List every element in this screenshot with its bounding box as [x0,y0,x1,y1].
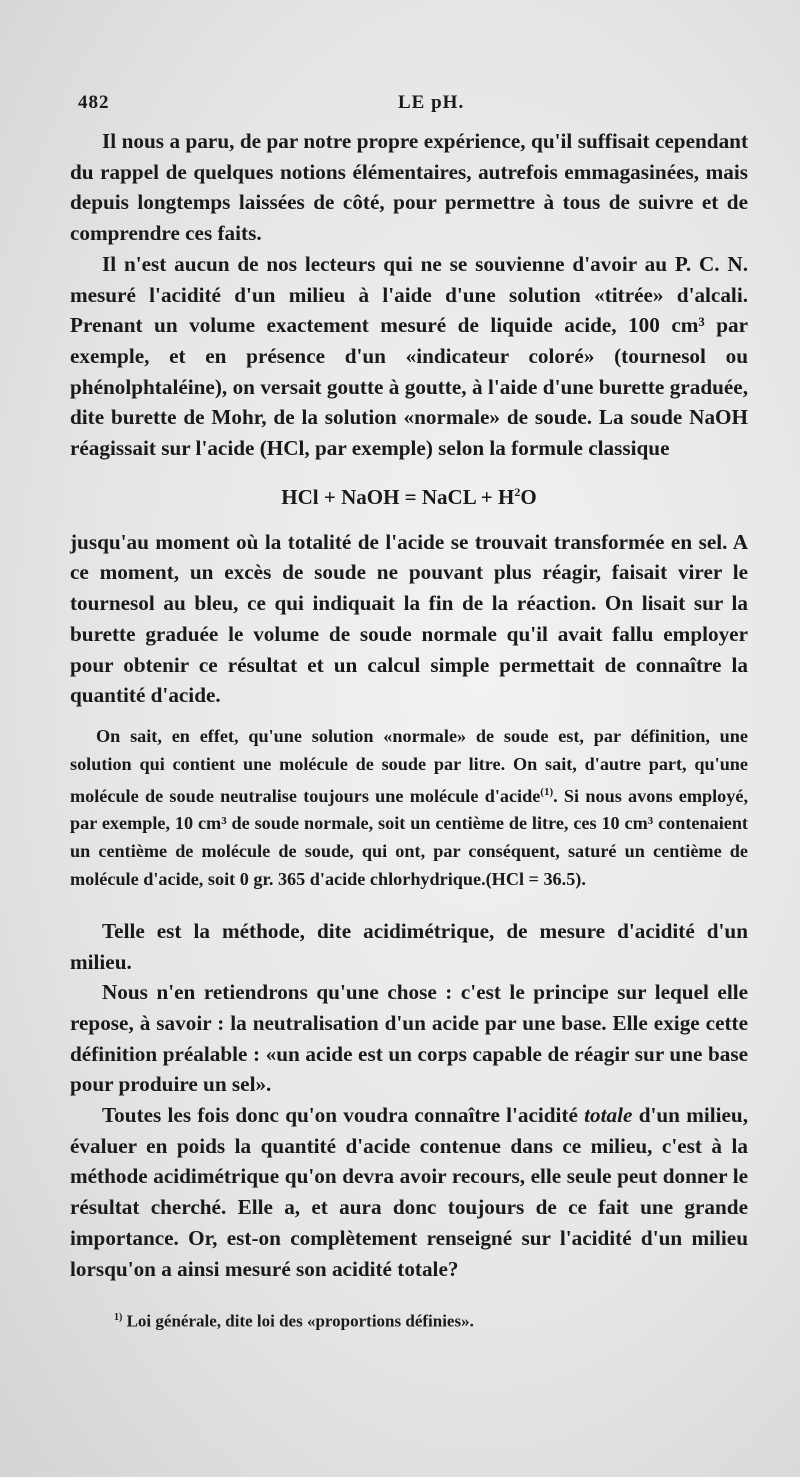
paragraph-3: jusqu'au moment où la totalité de l'acide se trouvait transformée en sel. A ce moment, un excès de soude ne pouvant plus réagir, faisait virer le tournesol au bleu, ce qui indiquait la fin de la réaction. On lisait sur la burette graduée le volume de soude normale qu'il avait fallu employer pour obtenir ce résultat et un calcul simple permettait de connaître la quantité d'acide. [70,529,748,708]
small-print-block [70,723,748,894]
small-print-text-a: On sait, en effet, qu'une solution «normale» de soude est, par définition, une solution qui contient une molécule de soude par litre. On sait, d'autre part, qu'une molécule de soude neutralise toujours une molécule d'acide [70,725,748,806]
paragraph-5: Nous n'en retiendrons qu'une chose : c'est le principe sur lequel elle repose, à savoir : la neutralisation d'un acide par une base. Elle exige cette définition préalable : «un acide est un corps capable de réagir sur une base pour produire un sel». [70,980,748,1097]
footnote [70,1306,748,1334]
chemical-formula [70,474,748,515]
small-print-text-b: . Si nous avons employé, par exemple, 10 cm³ de soude normale, soit un centième de litre, ces 10 cm³ contenaient un centième de molécule de soude, qui ont, par conséquent, saturé un centième de molécule d'acide, soit 0 gr. 365 d'acide chlorhydrique.(HCl = 36.5). [70,785,748,889]
paragraph-6-b: d'un milieu, évaluer en poids la quantité d'acide contenue dans ce milieu, c'est à la méthode acidimétrique qu'on devra avoir recours, elle seule peut donner le résultat cherché. Elle a, et aura donc toujours de ce fait une grande importance. Or, est-on complètement renseigné sur l'acidité d'un milieu lorsqu'on a ainsi mesuré son acidité totale? [70,1103,748,1281]
small-print-paragraph [70,723,748,894]
paragraph-6-emphasis: totale [584,1103,633,1128]
paragraph-1: Il nous a paru, de par notre propre expérience, qu'il suffisait cependant du rappel de quelques notions élémentaires, autrefois emmagasinées, mais depuis longtemps laissées de côté, pour permettre à tous de suivre et de comprendre ces faits. [70,129,748,246]
paragraph-2: Il n'est aucun de nos lecteurs qui ne se souvienne d'avoir au P. C. N. mesuré l'acidité d'un milieu à l'aide d'une solution «titrée» d'alcali. Prenant un volume exactement mesuré de liquide acide, 100 cm³ par exemple, et en présence d'un «indicateur coloré» (tournesol ou phénolphtaléine), on versait goutte à goutte, à l'aide d'une burette graduée, dite burette de Mohr, de la solution «normale» de soude. La soude NaOH réagissait sur l'acide (HCl, par exemple) selon la formule classique [70,251,748,461]
formula-subscript: 2 [514,484,521,499]
formula-end: O [520,484,537,509]
main-text-continued [70,916,748,1284]
footnote-marker: 1) [114,1312,123,1324]
running-head [70,92,748,126]
paragraph-6-a: Toutes les fois donc qu'on voudra connaître l'acidité [102,1103,585,1128]
footnote-reference: (1) [540,785,554,798]
main-text [70,126,748,711]
page-number: 482 [78,92,110,113]
formula-main: HCl + NaOH = NaCL + H [281,484,515,509]
paragraph-4: Telle est la méthode, dite acidimétrique, de mesure d'acidité d'un milieu. [70,918,748,974]
footnote-text: Loi générale, dite loi des «proportions définies». [122,1311,474,1331]
running-title: LE pH. [398,92,465,113]
paragraph-6 [70,1100,748,1284]
